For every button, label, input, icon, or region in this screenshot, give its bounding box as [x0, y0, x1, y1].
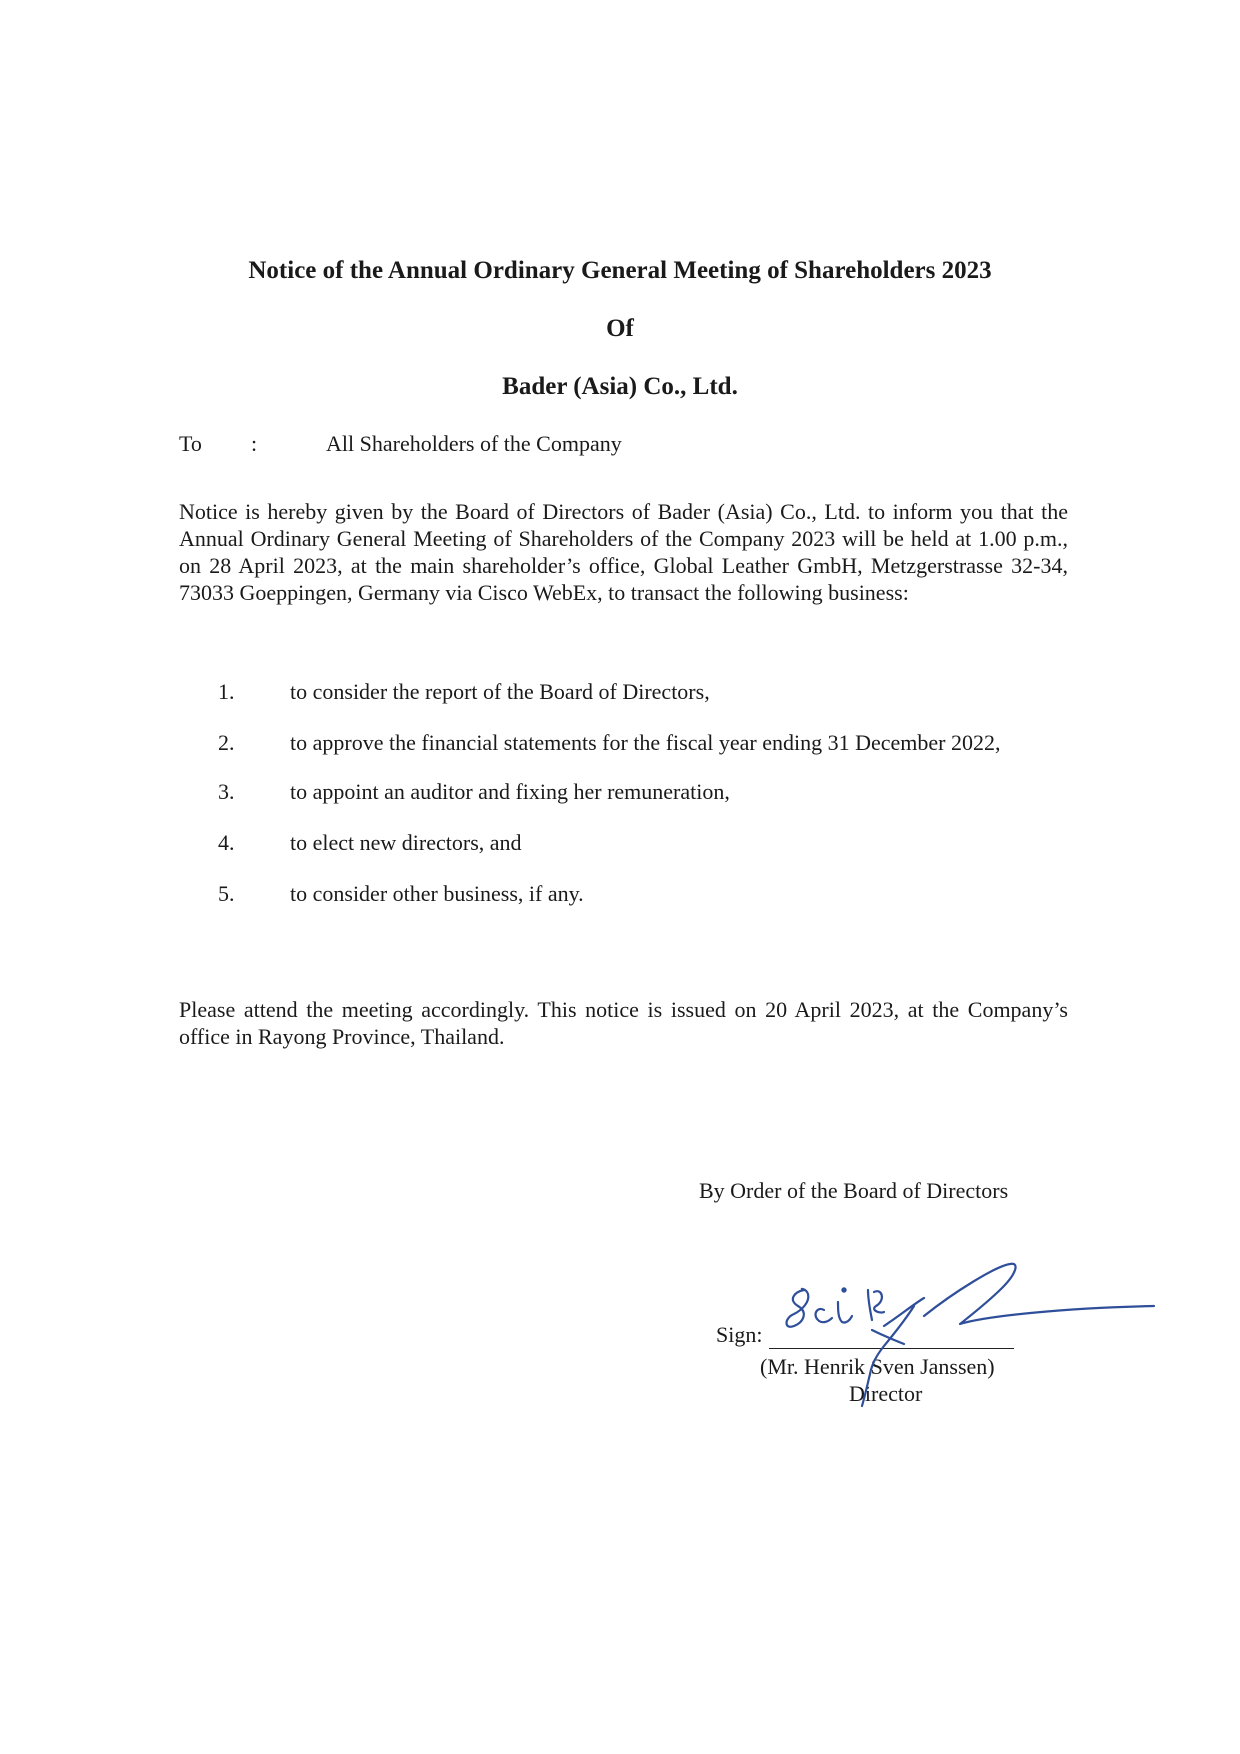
agenda-item-number: 1. — [218, 679, 235, 704]
signature-block — [716, 1256, 1166, 1436]
sign-label: Sign: — [716, 1322, 763, 1347]
agenda-item — [214, 778, 1068, 805]
agenda-item — [214, 729, 1068, 756]
handwritten-signature — [764, 1256, 1174, 1426]
addressee-value: All Shareholders of the Company — [326, 431, 622, 456]
agenda-item-text: to approve the financial statements for the fiscal year ending 31 December 2022, — [290, 730, 1001, 755]
agenda-item — [214, 678, 1068, 705]
agenda-item-number: 4. — [218, 830, 235, 855]
agenda-item-number: 2. — [218, 730, 235, 755]
signer-name: (Mr. Henrik Sven Janssen) — [760, 1354, 995, 1379]
agenda-item-text: to appoint an auditor and fixing her remuneration, — [290, 779, 730, 804]
agenda-item — [214, 829, 1068, 856]
addressee-colon: : — [251, 431, 258, 456]
agenda-list — [214, 678, 1068, 931]
company-name: Bader (Asia) Co., Ltd. — [502, 373, 738, 400]
addressee-label: To — [179, 431, 202, 456]
closing-paragraph: Please attend the meeting accordingly. This notice is issued on 20 April 2023, at the Company’s office in Rayong Province, Thailand. — [179, 997, 1068, 1049]
notice-title-of: Of — [606, 315, 634, 342]
agenda-item — [214, 880, 1068, 907]
intro-paragraph: Notice is hereby given by the Board of Directors of Bader (Asia) Co., Ltd. to inform you that the Annual Ordinary General Meeting of Shareholders of the Company 2023 will be held at 1.00 p.m., on 28 April 2023, at the main shareholder’s office, Global Leather GmbH, Metzgerstrasse 32-34, 73033 Goeppingen, Germany via Cisco WebEx, to transact the following business: — [179, 499, 1068, 605]
agenda-item-text: to consider the report of the Board of Directors, — [290, 679, 710, 704]
agenda-item-text: to elect new directors, and — [290, 830, 522, 855]
agenda-item-number: 3. — [218, 779, 235, 804]
notice-title: Notice of the Annual Ordinary General Meeting of Shareholders 2023 — [248, 257, 992, 284]
agenda-item-text: to consider other business, if any. — [290, 881, 584, 906]
signer-title: Director — [849, 1381, 923, 1406]
agenda-item-number: 5. — [218, 881, 235, 906]
by-order-line: By Order of the Board of Directors — [699, 1178, 1009, 1203]
